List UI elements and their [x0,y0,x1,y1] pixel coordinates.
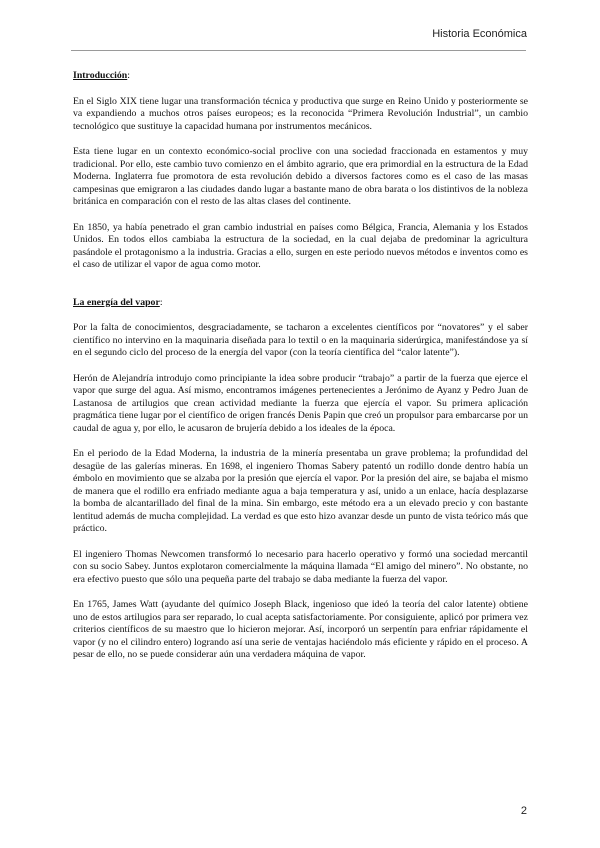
paragraph: En 1850, ya había penetrado el gran cambio industrial en países como Bélgica, Francia, Alemania y los Estados Unidos. En todos ellos cambiaba la estructura de la sociedad, en la cual dejaba de predominar la agricultura pasándole el protagonismo a la industria. Gracias a ello, surgen en este periodo nuevos métodos e inventos como es el caso de utilizar el vapor de agua como motor. [73,221,528,270]
paragraph: En 1765, James Watt (ayudante del químico Joseph Black, ingenioso que ideó la teoría del calor latente) obtiene uno de estos artilugios para ser reparado, lo cual acepta satisfactoriamente. Por consiguiente, aplicó por primera vez criterios científicos de su maestro que lo hicieron mejorar. Así, incorporó un serpentín para enfriar rápidamente el vapor (y no el cilindro entero) logrando así una serie de ventajas haciéndolo más eficiente y rápido en el proceso. A pesar de ello, no se puede considerar aún una verdadera máquina de vapor. [73,599,528,660]
paragraph: El ingeniero Thomas Newcomen transformó lo necesario para hacerlo operativo y formó una sociedad mercantil con su socio Sabey. Juntos explotaron comercialmente la máquina llamada “El amigo del minero”. No obstante, no era efectivo puesto que sólo una pequeña parte del trabajo se daba mediante la fuerza del vapor. [73,548,528,585]
page-number: 2 [520,805,527,817]
header-divider [71,50,526,51]
section-heading-colon: : [127,70,130,81]
paragraph: En el Siglo XIX tiene lugar una transformación técnica y productiva que surge en Reino Unido y posteriormente se va expandiendo a muchos otros países europeos; es la reconocida “Primera Revolución Industrial”, un cambio tecnológico que sustituye la capacidad humana por instrumentos mecánicos. [73,95,528,132]
paragraph: En el periodo de la Edad Moderna, la industria de la minería presentaba un grave problema; la profundidad del desagüe de las galerías mineras. En 1698, el ingeniero Thomas Sabery patentó un rodillo donde dentro había un émbolo en movimiento que se alzaba por la presión que ejercía el vapor. Por la presión del aire, se bajaba el mismo de manera que el rodillo era enfriado mediante agua a baja temperatura y así, unido a un enlace, hacía desplazarse la bomba de alcantarillado del final de la mina. Sin embargo, este método era a un elevado precio y con bastante lentitud además de mucha complejidad. La verdad es que esto hizo avanzar desde un punto de vista teórico más que práctico. [73,448,528,534]
section-spacer [73,285,528,297]
section-heading-vapor [73,297,528,310]
paragraph: Por la falta de conocimientos, desgraciadamente, se tacharon a excelentes científicos por “novatores” y el saber científico no intervino en la maquinaria diseñada para lo textil o en la maquinaria siderúrgica, manifestándose ya sí en el segundo ciclo del proceso de la energía del vapor (con la teoría científica del “calor latente”). [73,322,528,358]
paragraph: Esta tiene lugar en un contexto económico-social proclive con una sociedad fraccionada en estamentos y muy tradicional. Por ello, este cambio tuvo comienzo en el ámbito agrario, que era primordial en la estructura de la Edad Moderna. Inglaterra fue promotora de esta revolución debido a diversos factores como es el caso de las masas campesinas que emigraron a las ciudades dando lugar a bastante mano de obra barata o los distintivos de la nobleza británica en comparación con el resto de las altas clases del continente. [73,146,528,207]
section-heading-colon: : [159,296,163,308]
section-heading-text: La energía del vapor [73,296,160,308]
section-heading-text: Introducción [73,70,128,81]
paragraph: Herón de Alejandría introdujo como principiante la idea sobre producir “trabajo” a partir de la fuerza que ejerce el vapor que surge del agua. Así mismo, encontramos imágenes pertenecientes a Jerónimo de Ayanz y Pedro Juan de Lastanosa de artilugios que crean actividad mediante la fuerza que ejercía el vapor. Su primera aplicación pragmática tiene lugar por el científico de origen francés Denis Papin que creó un propulsor para embarcarse por un caudal de agua y, por ello, le acusaron de brujería debido a los ideales de la época. [73,372,528,434]
running-header: Historia Económica [432,28,527,40]
section-heading-introduccion [73,70,528,83]
document-body [73,70,528,675]
